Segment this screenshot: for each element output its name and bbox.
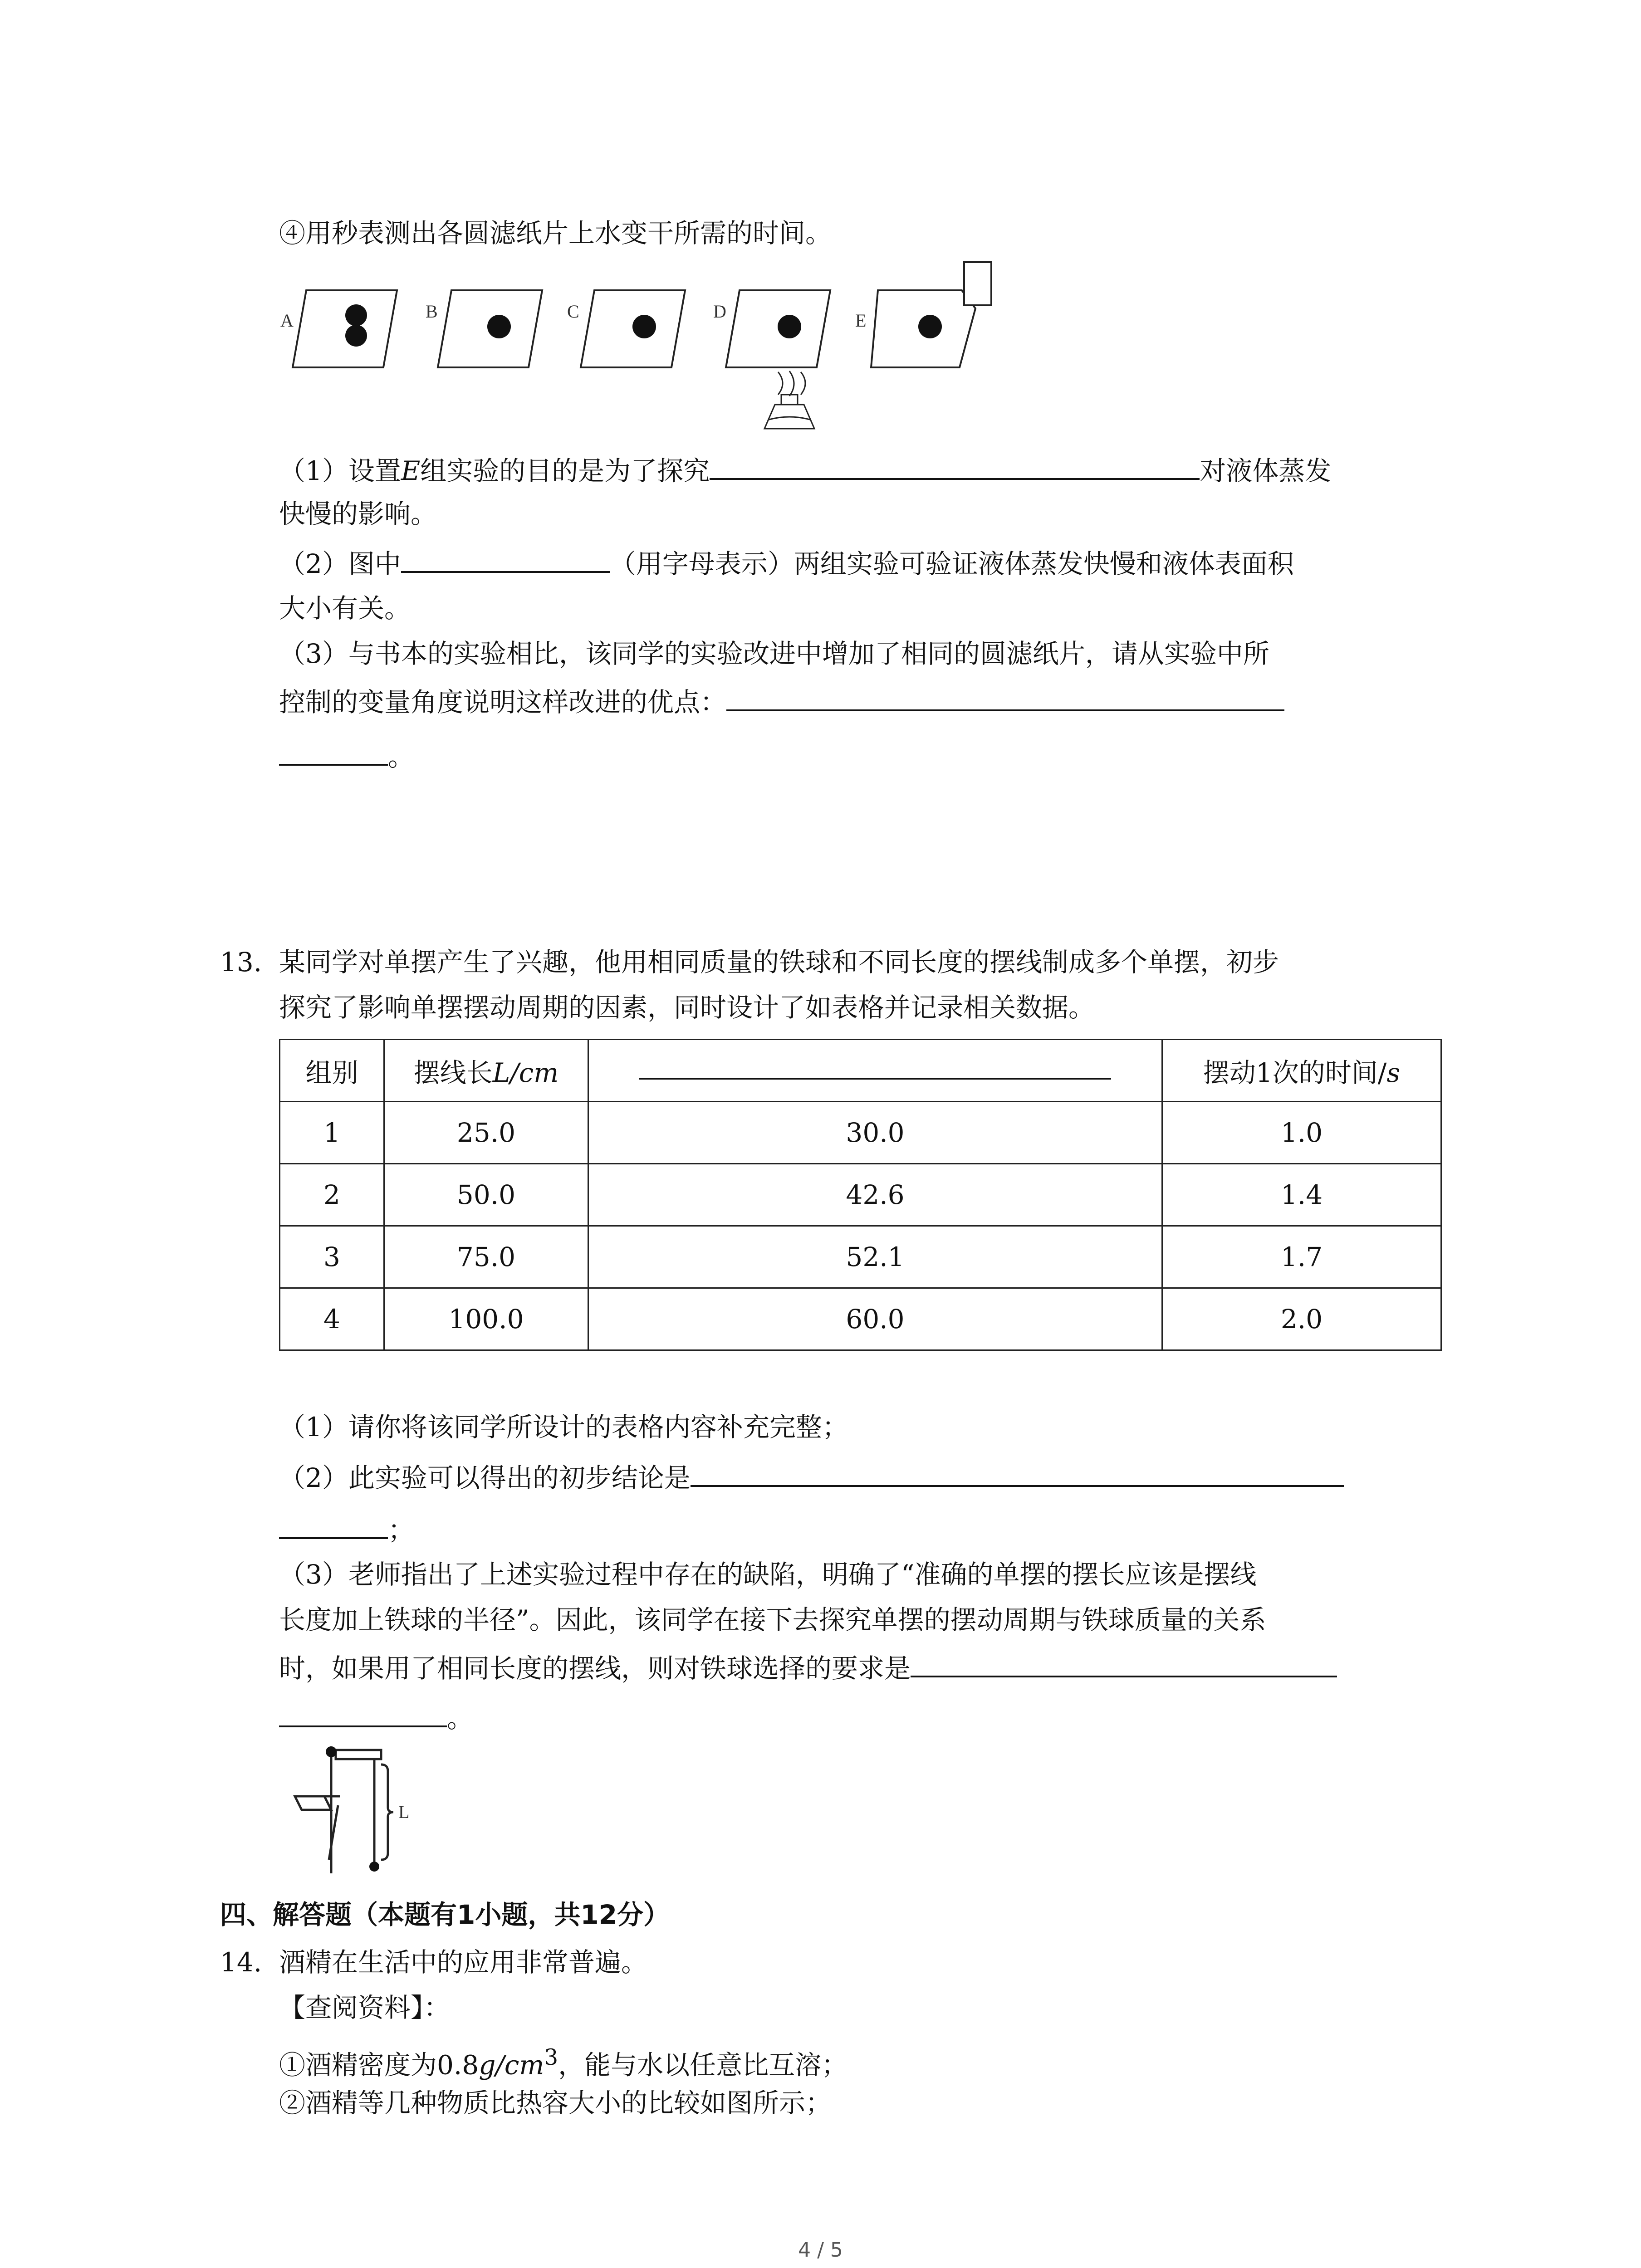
- step-4-text: ④用秒表测出各圆滤纸片上水变干所需的时间。: [279, 218, 832, 249]
- q14-fact1-sup: 3: [544, 2045, 558, 2070]
- q13-part1: （1）请你将该同学所设计的表格内容补充完整；: [279, 1412, 848, 1442]
- fan-box: [964, 262, 991, 305]
- header-blank[interactable]: [639, 1060, 1111, 1080]
- q13-stem-line1: 某同学对单摆产生了兴趣，他用相同质量的铁球和不同长度的摆线制成多个单摆，初步: [279, 947, 1279, 978]
- q13-part2-line1: [279, 1461, 1344, 1494]
- q12-part1-line2: 快慢的影响。: [279, 499, 437, 529]
- q13-number: 13.: [220, 947, 262, 978]
- q12-p3-end: 。: [388, 741, 415, 772]
- row3-length: 75.0: [384, 1226, 588, 1288]
- q12-p1-b: 组实验的目的是为了探究: [420, 455, 710, 486]
- label-a: A: [280, 310, 294, 331]
- table-row: [280, 1288, 1441, 1350]
- paper-a: [293, 290, 397, 367]
- header-length-unit: L/cm: [492, 1057, 559, 1088]
- label-c: C: [567, 301, 579, 322]
- q14-number: 14.: [220, 1947, 262, 1978]
- header-length-text: 摆线长: [413, 1057, 493, 1088]
- q13-p3-blank[interactable]: [911, 1651, 1337, 1677]
- q12-p2-a: （2）图中: [279, 548, 401, 579]
- q14-reference-title: 【查阅资料】：: [279, 1992, 451, 2023]
- q13-p3-c: 时，如果用了相同长度的摆线，则对铁球选择的要求是: [279, 1653, 911, 1684]
- length-label-l: L: [398, 1802, 410, 1822]
- header-time: [1162, 1040, 1441, 1102]
- q13-p2-end: ；: [388, 1515, 415, 1545]
- row2-value: 42.6: [588, 1164, 1162, 1226]
- q12-p1-a: （1）设置: [279, 455, 401, 486]
- iron-ball: [369, 1862, 379, 1872]
- q12-part3-line1: （3）与书本的实验相比，该同学的实验改进中增加了相同的圆滤纸片，请从实验中所: [279, 638, 1269, 669]
- q14-stem: 酒精在生活中的应用非常普遍。: [279, 1947, 648, 1978]
- q13-stem-line2: 探究了影响单摆摆动周期的因素，同时设计了如表格并记录相关数据。: [279, 992, 1095, 1023]
- row4-group: 4: [280, 1288, 384, 1350]
- q12-part3-line3: [279, 739, 414, 773]
- header-blank-cell[interactable]: [588, 1040, 1162, 1102]
- q12-p2-b: （用字母表示）两组实验可验证液体蒸发快慢和液体表面积: [609, 548, 1294, 579]
- q12-part2-line1: [279, 547, 1294, 580]
- row4-time: 2.0: [1162, 1288, 1441, 1350]
- q14-fact1-a: ①酒精密度为0.8: [279, 2049, 479, 2081]
- row2-group: 2: [280, 1164, 384, 1226]
- row4-length: 100.0: [384, 1288, 588, 1350]
- table-row: [280, 1102, 1441, 1164]
- q12-p1-c: 对液体蒸发: [1200, 455, 1332, 486]
- q12-part2-line2: 大小有关。: [279, 593, 411, 624]
- header-length: [384, 1040, 588, 1102]
- q13-p3-end: 。: [447, 1703, 474, 1734]
- q12-p1-blank[interactable]: [710, 454, 1200, 480]
- row2-length: 50.0: [384, 1164, 588, 1226]
- filter-paper-figure: [272, 259, 1034, 458]
- q13-p3-blank-cont[interactable]: [279, 1701, 447, 1727]
- q12-p1-var: E: [401, 455, 421, 486]
- row4-value: 60.0: [588, 1288, 1162, 1350]
- header-time-unit: s: [1386, 1057, 1401, 1088]
- q14-fact1-unit: g/cm: [479, 2049, 544, 2081]
- header-group: 组别: [280, 1040, 384, 1102]
- pendulum-data-table: [279, 1039, 1442, 1351]
- q14-fact-1: [279, 2041, 847, 2081]
- q13-p2-blank[interactable]: [691, 1461, 1344, 1487]
- header-time-text: 摆动1次的时间/: [1203, 1057, 1387, 1088]
- q13-p2-blank-cont[interactable]: [279, 1513, 388, 1539]
- q12-p2-blank[interactable]: [401, 547, 610, 573]
- label-d: D: [713, 301, 726, 322]
- q12-part1-line1: [279, 454, 1331, 487]
- alcohol-lamp: [764, 371, 814, 429]
- table-row: [280, 1164, 1441, 1226]
- row1-length: 25.0: [384, 1102, 588, 1164]
- q13-part3-line1: （3）老师指出了上述实验过程中存在的缺陷，明确了“准确的单摆的摆长应该是摆线: [279, 1559, 1257, 1590]
- table-header-row: [280, 1040, 1441, 1102]
- q12-p3-b: 控制的变量角度说明这样改进的优点：: [279, 687, 727, 718]
- q13-part3-line4: [279, 1701, 473, 1735]
- pendulum-figure: [281, 1742, 436, 1878]
- pivot-point: [326, 1746, 337, 1757]
- row1-value: 30.0: [588, 1102, 1162, 1164]
- q14-fact-2: ②酒精等几种物质比热容大小的比较如图所示；: [279, 2087, 832, 2118]
- label-b: B: [426, 301, 438, 322]
- row1-time: 1.0: [1162, 1102, 1441, 1164]
- q13-part3-line2: 长度加上铁球的半径”。因此，该同学在接下去探究单摆的摆动周期与铁球质量的关系: [279, 1604, 1266, 1635]
- row2-time: 1.4: [1162, 1164, 1441, 1226]
- row3-value: 52.1: [588, 1226, 1162, 1288]
- q14-fact1-b: ，能与水以任意比互溶；: [558, 2049, 848, 2081]
- row3-group: 3: [280, 1226, 384, 1288]
- q12-part3-line2: [279, 685, 1284, 719]
- row1-group: 1: [280, 1102, 384, 1164]
- q13-part2-line2: [279, 1513, 414, 1546]
- section-4-title: 四、解答题（本题有1小题，共12分）: [220, 1899, 670, 1930]
- q12-p3-blank[interactable]: [726, 685, 1284, 711]
- q13-p2-a: （2）此实验可以得出的初步结论是: [279, 1462, 691, 1493]
- label-e: E: [855, 310, 867, 331]
- row3-time: 1.7: [1162, 1226, 1441, 1288]
- table-row: [280, 1226, 1441, 1288]
- q13-part3-line3: [279, 1651, 1337, 1685]
- q12-p3-blank-cont[interactable]: [279, 739, 388, 766]
- page-number: 4 / 5: [798, 2239, 843, 2262]
